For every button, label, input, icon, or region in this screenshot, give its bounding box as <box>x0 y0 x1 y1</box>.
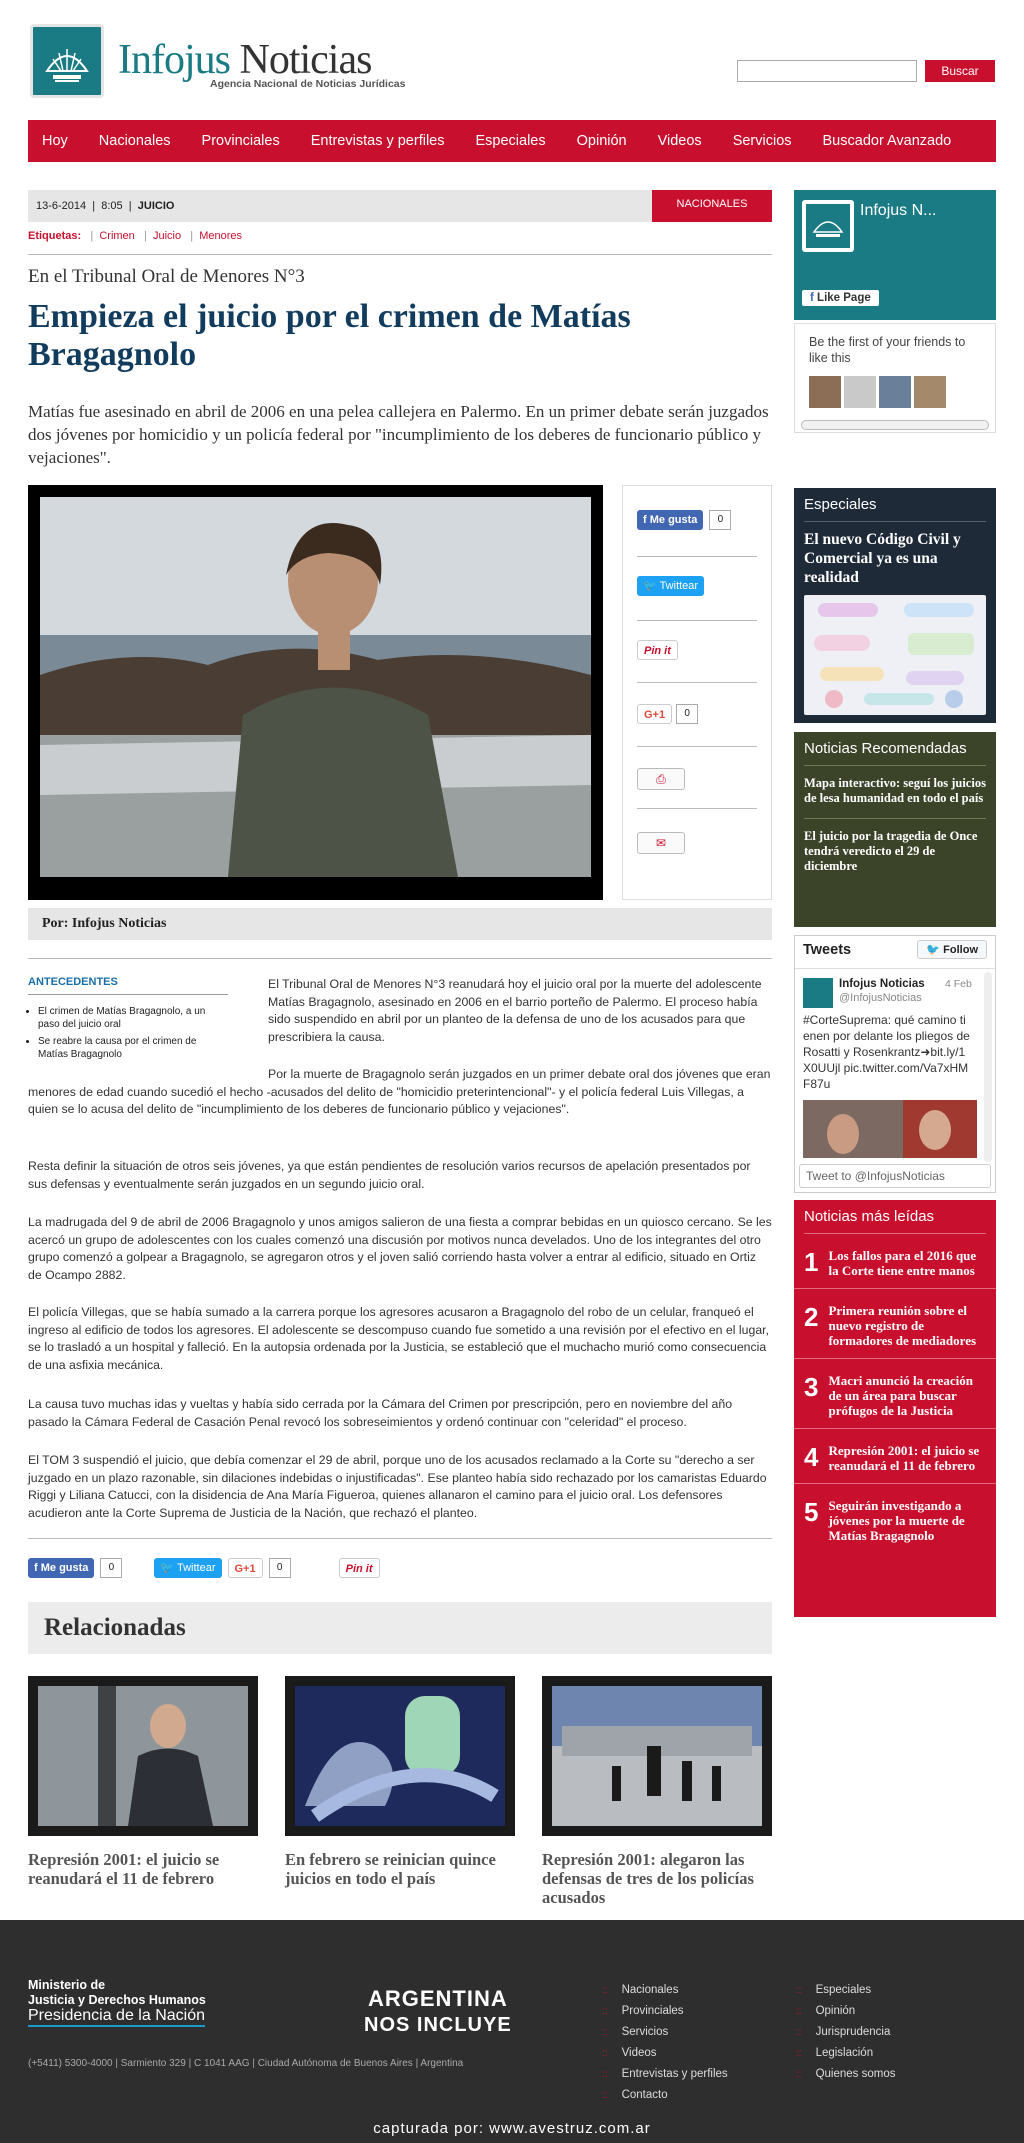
footer-link[interactable]: :: Legislación <box>796 2043 895 2064</box>
ministry-logo[interactable]: Ministerio de Justicia y Derechos Humanos Presidencia de la Nación <box>28 1978 206 2027</box>
like-count: 0 <box>709 510 731 530</box>
paragraph: La causa tuvo muchas idas y vueltas y había sido cerrada por la Cámara del Crimen por prescripción, pero en noviembre del año pasado la Cámara Federal de Casación Penal revocó los sobreseimientos y ordenó continuar con "celeridad" el proceso. <box>28 1397 733 1429</box>
tweet-text: #CorteSuprema: qué camino tienen por delante los pliegos de Rosatti y Rosenkrantz➜bit.ly/1X0UUjl pic.twitter.com/Va7xHMF87u <box>803 1013 970 1091</box>
capture-credit: capturada por: www.avestruz.com.ar <box>373 2120 651 2137</box>
antecedentes-box <box>28 976 228 1065</box>
google-plus-button[interactable]: G+1 <box>228 1558 263 1578</box>
like-count: 0 <box>100 1558 122 1578</box>
rank-number: 1 <box>804 1247 819 1277</box>
gplus-count: 0 <box>676 704 698 724</box>
brand-name[interactable]: Infojus Noticias <box>118 37 372 83</box>
pinterest-button[interactable]: Pin it <box>637 640 678 660</box>
section-badge[interactable]: NACIONALES <box>652 190 772 222</box>
article-time: 8:05 <box>101 200 123 212</box>
nav-entrevistas[interactable]: Entrevistas y perfiles <box>310 133 445 149</box>
especiales-headline[interactable]: El nuevo Código Civil y Comercial ya es una realidad <box>804 531 961 586</box>
footer-link[interactable]: :: Especiales <box>796 1980 895 2001</box>
footer-links-col1 <box>602 1980 728 2106</box>
nav-buscador[interactable]: Buscador Avanzado <box>822 133 952 149</box>
mas-leidas-box <box>794 1200 996 1617</box>
related-card[interactable] <box>542 1676 772 1907</box>
antecedentes-title: ANTECEDENTES <box>28 976 228 995</box>
vertical-scrollbar[interactable] <box>984 972 992 1162</box>
footer-link[interactable]: :: Provinciales <box>602 2001 728 2022</box>
related-title[interactable]: Represión 2001: el juicio se reanudará el 11 de febrero <box>28 1850 220 1888</box>
search-button[interactable]: Buscar <box>925 60 995 82</box>
facebook-icon: f <box>810 292 814 304</box>
paragraph: Por la muerte de Bragagnolo serán juzgados en un primer debate oral dos jóvenes que eran menores de edad cuando sucedió el hecho -acusados del delito de "homicidio preterintencional"- y el policía federal Luis Villegas, a quien se lo acusa del delito de "incumplimiento de los deberes de funcionario público y vejaciones". <box>28 1067 771 1116</box>
tag-link[interactable]: Juicio <box>152 230 182 242</box>
footer-links-col2 <box>796 1980 895 2085</box>
main-nav <box>28 120 996 162</box>
nav-nacionales[interactable]: Nacionales <box>98 133 171 149</box>
related-image <box>285 1676 515 1836</box>
recomendadas-box <box>794 732 996 927</box>
article-meta-bar: 13-6-2014 | 8:05 | JUICIO NACIONALES <box>28 190 772 222</box>
twitter-icon: 🐦 <box>160 1562 175 1574</box>
recomendadas-title: Noticias Recomendadas <box>804 740 967 757</box>
footer-link[interactable]: :: Jurisprudencia <box>796 2022 895 2043</box>
tweet-date[interactable]: 4 Feb <box>945 978 972 990</box>
horizontal-scrollbar[interactable] <box>801 420 989 430</box>
recomendada-link[interactable]: El juicio por la tragedia de Once tendrá veredicto el 29 de diciembre <box>804 829 978 873</box>
related-card[interactable] <box>28 1676 258 1888</box>
avatar[interactable] <box>914 376 946 408</box>
facebook-like-button[interactable]: f Me gusta <box>28 1558 94 1578</box>
footer-link[interactable]: :: Opinión <box>796 2001 895 2022</box>
tweet-button[interactable]: 🐦 Twittear <box>154 1558 221 1578</box>
mas-leida-item[interactable] <box>794 1289 996 1359</box>
gplus-count: 0 <box>269 1558 291 1578</box>
related-title[interactable]: Represión 2001: alegaron las defensas de tres de los policías acusados <box>542 1850 754 1907</box>
nav-especiales[interactable]: Especiales <box>475 133 546 149</box>
footer-link[interactable]: :: Videos <box>602 2043 728 2064</box>
article-photo <box>28 485 603 900</box>
footer-link[interactable]: :: Servicios <box>602 2022 728 2043</box>
tweet-input[interactable]: Tweet to @InfojusNoticias <box>799 1164 991 1188</box>
tag-link[interactable]: Crimen <box>99 230 135 242</box>
mas-leida-item[interactable] <box>794 1359 996 1429</box>
especiales-image[interactable] <box>804 595 986 715</box>
tweet-button[interactable]: 🐦 Twittear <box>637 576 704 596</box>
site-logo[interactable] <box>30 24 104 98</box>
pinterest-button[interactable]: Pin it <box>339 1558 380 1578</box>
brand-subtitle: Agencia Nacional de Noticias Jurídicas <box>210 78 406 90</box>
article-lead: Matías fue asesinado en abril de 2006 en una pelea callejera en Palermo. En un primer debate serán juzgados dos jóvenes por homicidio y un policía federal por "incumplimiento de los deberes de funcionario público y vejaciones". <box>28 402 769 467</box>
google-plus-button[interactable]: G+1 <box>637 704 672 724</box>
email-icon[interactable]: ✉ <box>637 832 685 854</box>
related-image <box>28 1676 258 1836</box>
fb-page-name[interactable]: Infojus N... <box>860 202 937 219</box>
article-kicker: En el Tribunal Oral de Menores N°3 <box>28 266 305 287</box>
twitter-timeline <box>794 935 996 1193</box>
nav-servicios[interactable]: Servicios <box>732 133 792 149</box>
twitter-icon: 🐦 <box>643 580 657 592</box>
facebook-like-button[interactable]: f Me gusta <box>637 510 703 530</box>
avatar[interactable] <box>809 376 841 408</box>
footer-link[interactable]: :: Quienes somos <box>796 2064 895 2085</box>
article-date: 13-6-2014 <box>36 200 87 212</box>
tweets-title: Tweets <box>803 942 852 958</box>
bottom-share-bar <box>28 1558 380 1578</box>
avatar[interactable] <box>803 978 833 1008</box>
tweet-author[interactable]: Infojus Noticias <box>839 978 925 990</box>
mas-leida-item[interactable] <box>794 1429 996 1484</box>
article-title: Empieza el juicio por el crimen de Matías Bragagnolo <box>28 298 631 373</box>
related-card[interactable] <box>285 1676 515 1888</box>
mas-leida-item[interactable] <box>794 1234 996 1289</box>
mas-leida-title[interactable]: Seguirán investigando a jóvenes por la muerte de Matías Bragagnolo <box>828 1498 965 1543</box>
tags-label: Etiquetas: <box>28 230 82 242</box>
article-category: JUICIO <box>137 200 175 212</box>
paragraph: Resta definir la situación de otros seis jóvenes, ya que están pendientes de resolución varios recursos de apelación presentados por sus defensas y eventualmente serán juzgados en un segundo juicio oral. <box>28 1159 751 1191</box>
mas-leida-title[interactable]: Los fallos para el 2016 que la Corte tiene entre manos <box>828 1248 977 1278</box>
mas-leida-title[interactable]: Macri anunció la creación de un área para buscar prófugos de la Justicia <box>828 1373 974 1418</box>
mas-leida-item[interactable] <box>794 1484 996 1553</box>
follow-button[interactable]: 🐦 Follow <box>917 940 987 959</box>
paragraph: El TOM 3 suspendió el juicio, que debía comenzar el 29 de abril, porque uno de los acusados reclamado a la Corte su "derecho a ser juzgado en un plazo razonable, sin dilaciones indebidas o injustificadas". Ese planteo había sido rechazado por los camaristas Eduardo Riggi y Liliana Catucci, con la disidencia de Ana María Figueroa, quienes allanaron el camino para el juicio oral. Los defensores acudieron ante la Corte Suprema de Justicia de la Nación, que rechazó el planteo. <box>28 1453 767 1520</box>
facebook-page-widget[interactable] <box>794 190 996 320</box>
twitter-icon: 🐦 <box>926 944 941 956</box>
recomendada-link[interactable]: Mapa interactivo: seguí los juicios de lesa humanidad en todo el país <box>804 776 986 805</box>
especiales-box <box>794 488 996 723</box>
tag-link[interactable]: Menores <box>199 230 243 242</box>
especiales-title: Especiales <box>804 496 877 513</box>
like-page-button[interactable]: f Like Page <box>802 290 879 306</box>
footer-link[interactable]: :: Contacto <box>602 2085 728 2106</box>
related-image <box>542 1676 772 1836</box>
share-column <box>622 485 772 900</box>
paragraph: La madrugada del 9 de abril de 2006 Bragagnolo y unos amigos salieron de una fiesta a comprar bebidas en un quiosco cercano. Se les acercó un grupo de adolescentes con los cuales comenzó una discusión por motivos nunca develados. Uno de los integrantes del otro grupo comenzó a golpear a Bragagnolo, se agregaron otros y el joven salió corriendo hasta volver a entrar al edificio, situado en Ortiz de Ocampo 2882. <box>28 1215 772 1282</box>
fb-friends-text: Be the first of your friends to like this <box>809 335 966 365</box>
argentina-logo: ARGENTINA NOS INCLUYE <box>364 1986 512 2036</box>
print-icon[interactable]: ⎙ <box>637 768 685 790</box>
tweet-image[interactable] <box>803 1100 977 1158</box>
nav-videos[interactable]: Videos <box>657 133 702 149</box>
paragraph: El policía Villegas, que se había sumado a la carrera porque los agresores acusaron a Bragagnolo del robo de un celular, franqueó el ingreso al edificio de todos los agresores. El adolescente se descompuso cuando fue sometido a una revisión por el efectivo en el lugar, se lo trasladó a un hospital y falleció. En la autopsia ordenada por la Justicia, se estableció que el muchacho murió como consecuencia de una asfixia mecánica. <box>28 1305 769 1372</box>
footer <box>0 1920 1024 2143</box>
mas-leidas-title: Noticias más leídas <box>804 1208 935 1225</box>
paragraph: El Tribunal Oral de Menores N°3 reanudará hoy el juicio oral por la muerte del adolescente Matías Bragagnolo, asesinado en 2006 en el barrio porteño de Palermo. El proceso había sido suspendido en abril por un planteo de la defensa de uno de los acusados para que prescribiera la causa. <box>268 977 762 1044</box>
footer-link[interactable]: :: Nacionales <box>602 1980 728 2001</box>
mas-leida-title[interactable]: Represión 2001: el juicio se reanudará el 11 de febrero <box>828 1443 980 1473</box>
rank-number: 4 <box>804 1442 819 1472</box>
facebook-icon: f <box>643 514 647 526</box>
divider <box>28 254 772 255</box>
antecedente-link[interactable]: • Se reabre la causa por el crimen de Matías Bragagnolo <box>38 1035 228 1061</box>
avatar[interactable] <box>879 376 911 408</box>
facebook-icon: f <box>34 1562 38 1574</box>
rank-number: 5 <box>804 1497 819 1527</box>
byline: Por: Infojus Noticias <box>28 908 772 940</box>
mas-leida-title[interactable]: Primera reunión sobre el nuevo registro de formadores de mediadores <box>828 1303 977 1348</box>
tags-row: Etiquetas: | Crimen | Juicio | Menores <box>28 230 243 242</box>
related-title[interactable]: En febrero se reinician quince juicios en todo el país <box>285 1850 496 1888</box>
page-avatar <box>802 200 854 252</box>
avatar[interactable] <box>844 376 876 408</box>
nav-provinciales[interactable]: Provinciales <box>201 133 280 149</box>
search-input[interactable] <box>737 60 917 82</box>
antecedente-link[interactable]: • El crimen de Matías Bragagnolo, a un paso del juicio oral <box>38 1005 228 1031</box>
nav-hoy[interactable]: Hoy <box>42 133 68 149</box>
related-heading: Relacionadas <box>28 1602 772 1654</box>
tweet-handle: @InfojusNoticias <box>839 992 922 1004</box>
rank-number: 2 <box>804 1302 819 1332</box>
footer-link[interactable]: :: Entrevistas y perfiles <box>602 2064 728 2085</box>
fb-friends-box <box>794 323 996 433</box>
rank-number: 3 <box>804 1372 819 1402</box>
nav-opinion[interactable]: Opinión <box>576 133 627 149</box>
footer-address: (+5411) 5300-4000 | Sarmiento 329 | C 1041 AAG | Ciudad Autónoma de Buenos Aires | Argentina <box>28 2058 464 2069</box>
